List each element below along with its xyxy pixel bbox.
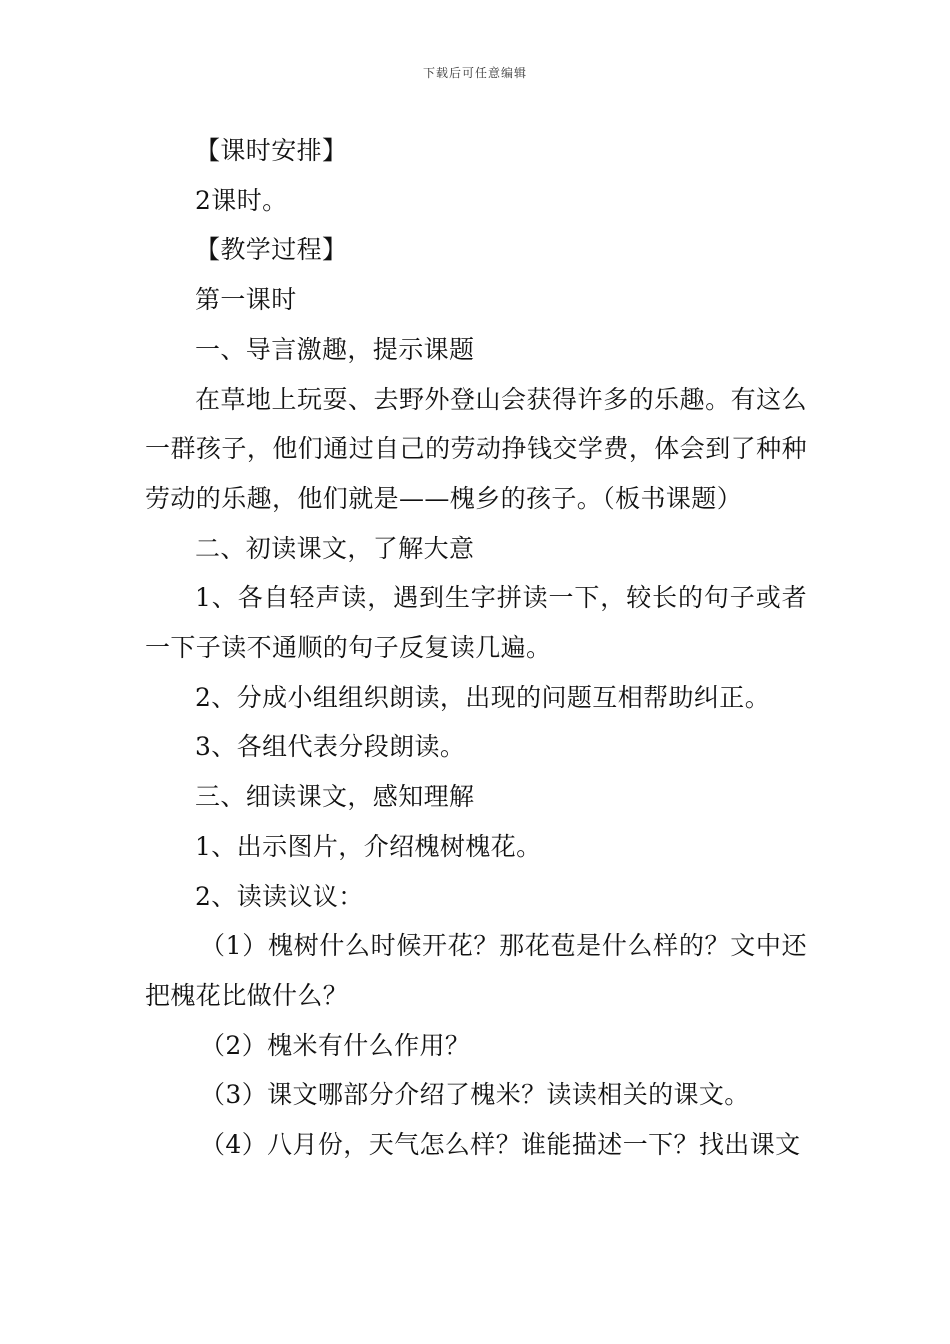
list-item: 1、各自轻声读，遇到生字拼读一下，较长的句子或者一下子读不通顺的句子反复读几遍。 (145, 583, 807, 663)
question-item: （1）槐树什么时候开花？那花苞是什么样的？文中还把槐花比做什么？ (145, 931, 807, 1010)
section-heading-schedule: 【课时安排】 (195, 136, 348, 165)
question-item: （3）课文哪部分介绍了槐米？读读相关的课文。 (200, 1080, 750, 1110)
section-heading-process: 【教学过程】 (195, 235, 348, 265)
list-item: 2、读读议议： (195, 881, 364, 911)
step-heading: 一、导言激趣，提示课题 (195, 334, 475, 364)
paragraph: 在草地上玩耍、去野外登山会获得许多的乐趣。有这么一群孩子，他们通过自己的劳动挣钱交学费，体会到了种种劳动的乐趣，他们就是——槐乡的孩子。（板书课题） (145, 384, 807, 513)
page-header-note: 下载后可任意编辑 (422, 66, 527, 80)
question-item: （4）八月份，天气怎么样？谁能描述一下？找出课文 (200, 1130, 801, 1160)
list-item: 3、各组代表分段朗读。 (195, 732, 466, 762)
paragraph: 2课时。 (195, 185, 288, 215)
lesson-heading: 第一课时 (195, 285, 297, 315)
list-item: 2、分成小组组织朗读，出现的问题互相帮助纠正。 (195, 682, 771, 712)
step-heading: 三、细读课文，感知理解 (195, 782, 475, 812)
question-item: （2）槐米有什么作用？ (200, 1030, 471, 1060)
step-heading: 二、初读课文，了解大意 (195, 533, 475, 563)
list-item: 1、出示图片，介绍槐树槐花。 (195, 831, 542, 861)
document-body (145, 126, 807, 1170)
